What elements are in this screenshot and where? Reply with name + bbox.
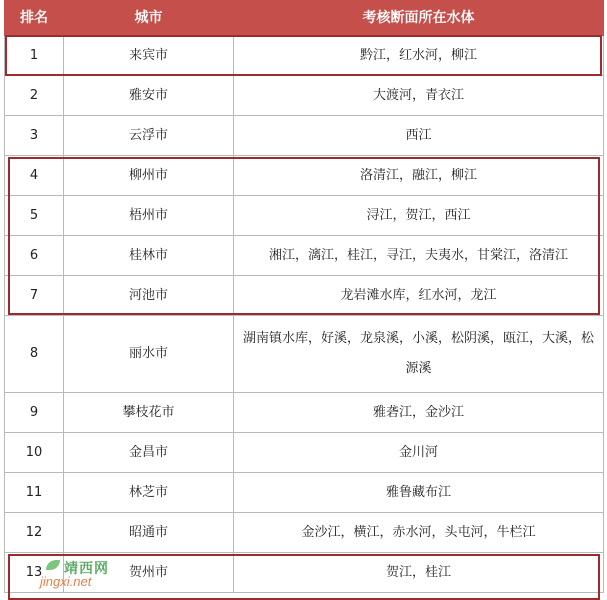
table-row <box>5 316 604 393</box>
rank-cell: 4 <box>5 156 64 196</box>
header-row <box>5 1 604 36</box>
rank-cell: 2 <box>5 76 64 116</box>
watermark <box>40 558 116 592</box>
city-cell: 柳州市 <box>64 156 234 196</box>
rank-cell: 1 <box>5 36 64 76</box>
rank-cell: 6 <box>5 236 64 276</box>
table-row <box>5 433 604 473</box>
rank-cell: 5 <box>5 196 64 236</box>
table-row <box>5 196 604 236</box>
city-cell: 攀枝花市 <box>64 393 234 433</box>
city-cell: 金昌市 <box>64 433 234 473</box>
table-row <box>5 76 604 116</box>
city-cell: 桂林市 <box>64 236 234 276</box>
rank-cell: 3 <box>5 116 64 156</box>
watermark-cn: 靖西网 <box>64 560 109 576</box>
header-rank: 排名 <box>5 1 64 36</box>
city-cell: 贺州市 <box>64 553 234 593</box>
city-cell: 雅安市 <box>64 76 234 116</box>
table-row <box>5 236 604 276</box>
city-cell: 昭通市 <box>64 513 234 553</box>
city-cell: 林芝市 <box>64 473 234 513</box>
rank-cell: 12 <box>5 513 64 553</box>
city-cell: 云浮市 <box>64 116 234 156</box>
water-cell: 金川河 <box>234 433 604 473</box>
leaf-logo-icon <box>46 560 60 570</box>
table-row <box>5 276 604 316</box>
table-row <box>5 156 604 196</box>
rank-cell: 10 <box>5 433 64 473</box>
table-row <box>5 116 604 156</box>
header-city: 城市 <box>64 1 234 36</box>
rank-cell: 13 <box>5 553 64 593</box>
city-cell: 河池市 <box>64 276 234 316</box>
water-cell: 雅砻江，金沙江 <box>234 393 604 433</box>
table-row <box>5 513 604 553</box>
rank-cell: 11 <box>5 473 64 513</box>
water-cell: 金沙江，横江，赤水河，头屯河，牛栏江 <box>234 513 604 553</box>
city-cell: 丽水市 <box>64 316 234 393</box>
water-cell: 西江 <box>234 116 604 156</box>
city-cell: 来宾市 <box>64 36 234 76</box>
table-row <box>5 393 604 433</box>
water-cell: 龙岩滩水库，红水河，龙江 <box>234 276 604 316</box>
water-cell: 湘江，漓江，桂江，寻江，夫夷水，甘棠江，洛清江 <box>234 236 604 276</box>
water-cell: 湖南镇水库，好溪，龙泉溪，小溪，松阴溪，瓯江，大溪，松源溪 <box>234 316 604 393</box>
water-cell: 浔江，贺江，西江 <box>234 196 604 236</box>
rank-cell: 9 <box>5 393 64 433</box>
water-cell: 黔江，红水河，柳江 <box>234 36 604 76</box>
header-water-body: 考核断面所在水体 <box>234 1 604 36</box>
water-cell: 雅鲁藏布江 <box>234 473 604 513</box>
city-cell: 梧州市 <box>64 196 234 236</box>
ranking-table <box>4 0 604 593</box>
water-cell: 贺江，桂江 <box>234 553 604 593</box>
table-row <box>5 473 604 513</box>
table-row <box>5 36 604 76</box>
water-cell: 洛清江，融江，柳江 <box>234 156 604 196</box>
watermark-url: jingxi.net <box>40 574 92 589</box>
rank-cell: 7 <box>5 276 64 316</box>
water-cell: 大渡河，青衣江 <box>234 76 604 116</box>
rank-cell: 8 <box>5 316 64 393</box>
